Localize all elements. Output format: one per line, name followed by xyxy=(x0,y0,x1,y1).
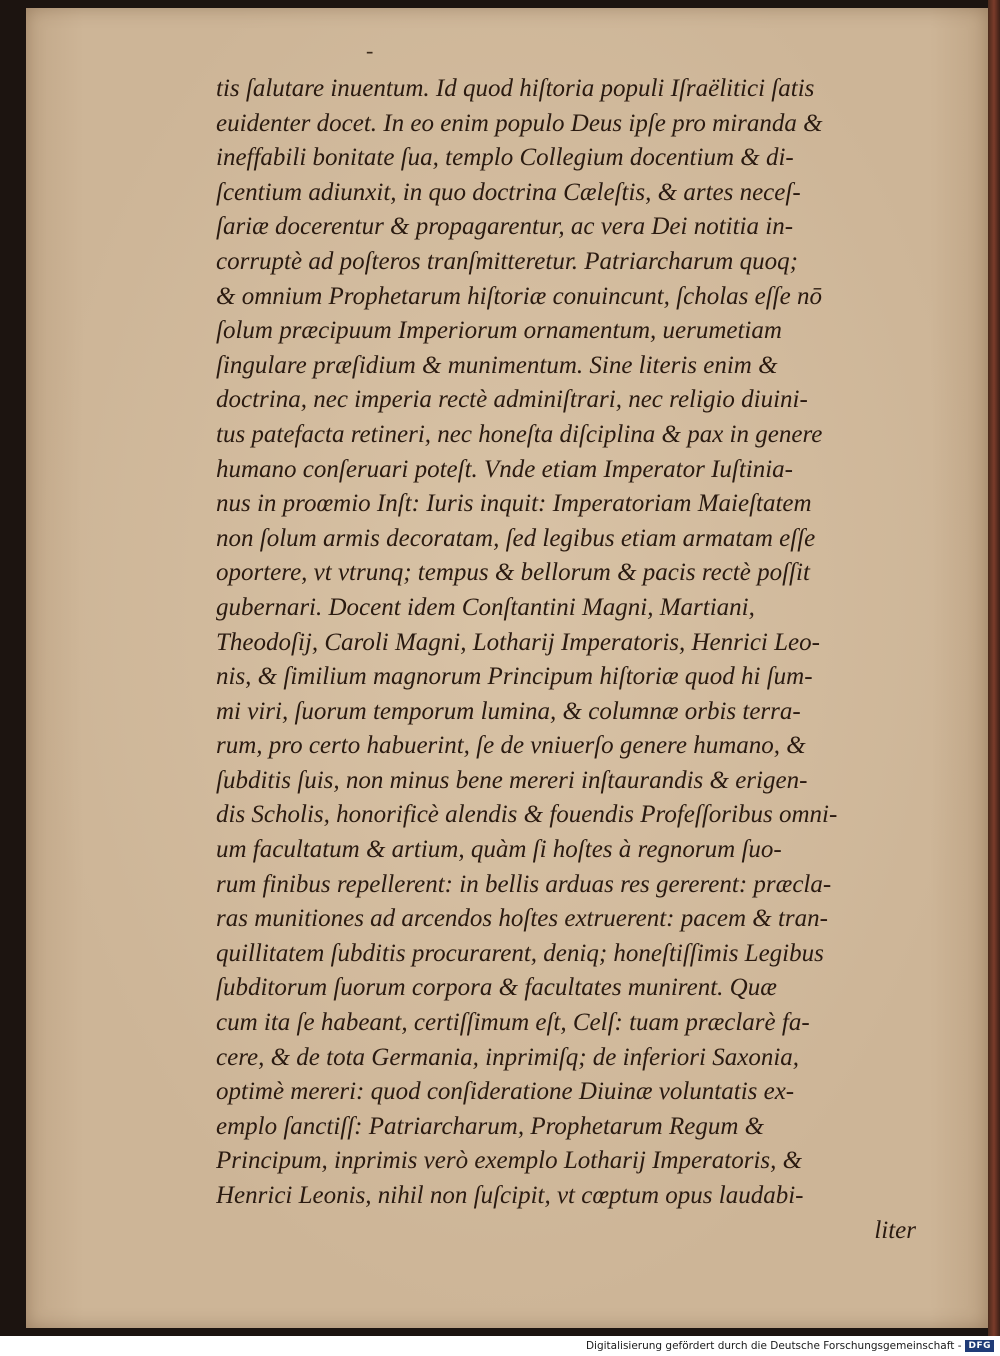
text-line: nus in proœmio Inſt: Iuris inquit: Imperatoriam Maieſtatem xyxy=(216,490,812,518)
text-line: ſariæ docerentur & propagarentur, ac vera Dei notitia in- xyxy=(216,213,794,241)
page-text xyxy=(216,72,916,1248)
catchword: liter xyxy=(874,1216,916,1244)
digitization-footer xyxy=(0,1336,1000,1356)
text-line: corruptè ad poſteros tranſmitteretur. Patriarcharum quoq; xyxy=(216,247,798,275)
text-line: Henrici Leonis, nihil non ſuſcipit, vt cœptum opus laudabi- xyxy=(216,1182,804,1209)
text-line: humano conſeruari poteſt. Vnde etiam Imperator Iuſtinia- xyxy=(216,455,794,483)
text-line: gubernari. Docent idem Conſtantini Magni, Martiani, xyxy=(216,593,755,621)
text-line: ſolum præcipuum Imperiorum ornamentum, uerumetiam xyxy=(216,317,782,345)
text-line: nis, & ſimilium magnorum Principum hiſtoriæ quod hi ſum- xyxy=(216,663,813,691)
text-line: tus patefacta retineri, nec honeſta diſciplina & pax in genere xyxy=(216,420,823,448)
text-line: euidenter docet. In eo enim populo Deus ipſe pro miranda & xyxy=(216,109,823,137)
text-line: ras munitiones ad arcendos hoſtes extruerent: pacem & tran- xyxy=(216,905,828,933)
text-line: emplo ſanctiſſ: Patriarcharum, Prophetarum Regum & xyxy=(216,1112,765,1140)
text-line: rum finibus repellerent: in bellis arduas res gererent: præcla- xyxy=(216,870,832,898)
text-line: quillitatem ſubditis procurarent, deniq; honeſtiſſimis Legibus xyxy=(216,939,824,967)
text-line: rum, pro certo habuerint, ſe de vniuerſo genere humano, & xyxy=(216,732,806,760)
text-line: optimè mereri: quod conſideratione Diuinæ voluntatis ex- xyxy=(216,1078,795,1106)
text-line: Principum, inprimis verò exemplo Lotharij Imperatoris, & xyxy=(216,1147,803,1175)
text-line: ſcentium adiunxit, in quo doctrina Cæleſtis, & artes neceſ- xyxy=(216,178,801,206)
text-line: mi viri, ſuorum temporum lumina, & columnæ orbis terra- xyxy=(216,697,801,725)
text-line: cere, & de tota Germania, inprimiſq; de inferiori Saxonia, xyxy=(216,1043,800,1071)
text-line: non ſolum armis decoratam, ſed legibus etiam armatam eſſe xyxy=(216,524,816,552)
text-line: cum ita ſe habeant, certiſſimum eſt, Celſ: tuam præclarè fa- xyxy=(216,1009,810,1037)
text-line: ineffabili bonitate ſua, templo Collegium docentium & di- xyxy=(216,144,794,172)
text-line: ſubditis ſuis, non minus bene mereri inſtaurandis & erigen- xyxy=(216,766,808,794)
text-line: ſingulare præſidium & munimentum. Sine literis enim & xyxy=(216,351,778,379)
dfg-logo-icon: DFG xyxy=(965,1340,994,1352)
text-line: doctrina, nec imperia rectè adminiſtrari, nec religio diuini- xyxy=(216,386,808,414)
book-spine-edge xyxy=(988,0,1000,1336)
text-line: ſubditorum ſuorum corpora & facultates munirent. Quæ xyxy=(216,974,777,1002)
text-line: & omnium Prophetarum hiſtoriæ conuincunt, ſcholas eſſe nō xyxy=(216,282,822,310)
text-line: tis ſalutare inuentum. Id quod hiſtoria populi Iſraëlitici ſatis xyxy=(216,75,815,102)
text-line: oportere, vt vtrunq; tempus & bellorum & pacis rectè poſſit xyxy=(216,559,810,587)
text-line: um facultatum & artium, quàm ſi hoſtes à regnorum ſuo- xyxy=(216,836,782,864)
text-line: Theodoſij, Caroli Magni, Lotharij Imperatoris, Henrici Leo- xyxy=(216,628,820,656)
header-mark: - xyxy=(366,38,374,63)
text-line: dis Scholis, honorificè alendis & fouendis Profeſſoribus omni- xyxy=(216,801,838,829)
footer-credit: Digitalisierung gefördert durch die Deutsche Forschungsgemeinschaft - xyxy=(585,1340,962,1352)
